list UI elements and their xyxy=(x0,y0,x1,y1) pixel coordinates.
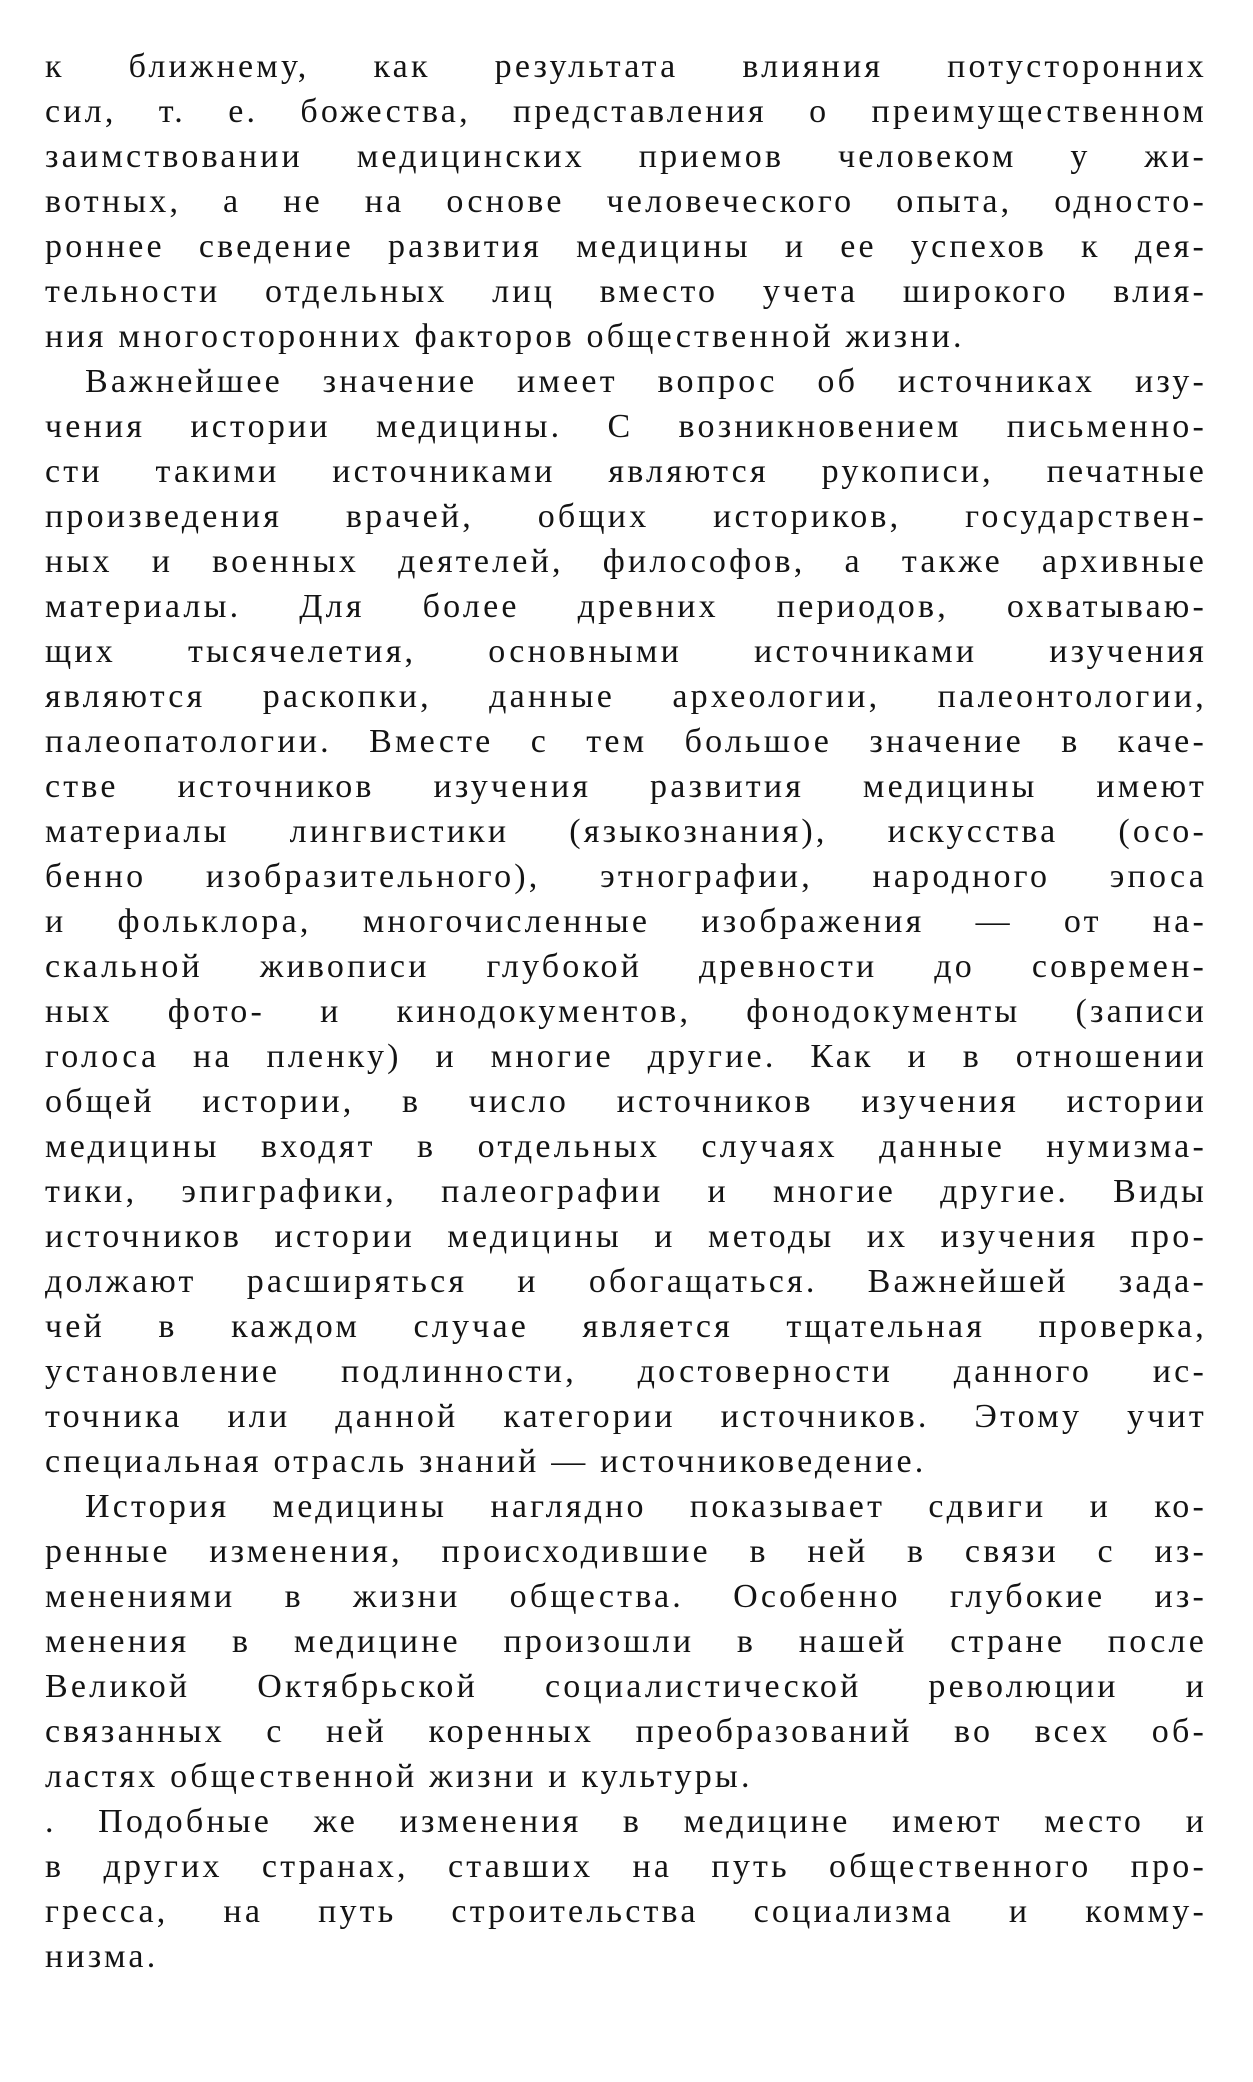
text-line: роннее сведение развития медицины и ее успехов к дея- xyxy=(45,228,1207,265)
text-line: материалы лингвистики (языкознания), искусства (осо- xyxy=(45,813,1207,850)
text-line: щих тысячелетия, основными источниками изучения xyxy=(45,633,1207,670)
text-line: сил, т. е. божества, представления о преимущественном xyxy=(45,93,1207,130)
text-line: гресса, на путь строительства социализма и комму- xyxy=(45,1893,1207,1930)
text-line: медицины входят в отдельных случаях данные нумизма- xyxy=(45,1128,1207,1165)
text-line: сти такими источниками являются рукописи, печатные xyxy=(45,453,1207,490)
text-line: стве источников изучения развития медицины имеют xyxy=(45,768,1207,805)
text-line: Важнейшее значение имеет вопрос об источниках изу- xyxy=(85,363,1207,400)
text-line: произведения врачей, общих историков, государствен- xyxy=(45,498,1207,535)
text-line: общей истории, в число источников изучения истории xyxy=(45,1083,1207,1120)
text-line: Великой Октябрьской социалистической революции и xyxy=(45,1668,1207,1705)
text-line: являются раскопки, данные археологии, палеонтологии, xyxy=(45,678,1207,715)
text-line: вотных, а не на основе человеческого опыта, односто- xyxy=(45,183,1207,220)
text-line: История медицины наглядно показывает сдвиги и ко- xyxy=(85,1488,1207,1525)
text-line: менения в медицине произошли в нашей стране после xyxy=(45,1623,1207,1660)
text-line: ных и военных деятелей, философов, а также архивные xyxy=(45,543,1207,580)
paragraph xyxy=(45,359,1207,1484)
text-line: точника или данной категории источников. Этому учит xyxy=(45,1398,1207,1435)
paragraph xyxy=(45,44,1207,359)
text-line: низма. xyxy=(45,1938,159,1975)
text-line: ния многосторонних факторов общественной жизни. xyxy=(45,318,965,355)
text-line: заимствовании медицинских приемов человеком у жи- xyxy=(45,138,1207,175)
text-line: скальной живописи глубокой древности до современ- xyxy=(45,948,1207,985)
text-line: специальная отрасль знаний — источниковедение. xyxy=(45,1443,927,1480)
text-line: и фольклора, многочисленные изображения — от на- xyxy=(45,903,1207,940)
text-line: установление подлинности, достоверности данного ис- xyxy=(45,1353,1207,1390)
text-body xyxy=(45,44,1207,1979)
text-line: тики, эпиграфики, палеографии и многие другие. Виды xyxy=(45,1173,1207,1210)
text-line: ренные изменения, происходившие в ней в связи с из- xyxy=(45,1533,1207,1570)
text-line: материалы. Для более древних периодов, охватываю- xyxy=(45,588,1207,625)
text-line: ластях общественной жизни и культуры. xyxy=(45,1758,753,1795)
text-line: источников истории медицины и методы их изучения про- xyxy=(45,1218,1207,1255)
text-line: бенно изобразительного), этнографии, народного эпоса xyxy=(45,858,1207,895)
text-line: чения истории медицины. С возникновением письменно- xyxy=(45,408,1207,445)
text-line: палеопатологии. Вместе с тем большое значение в каче- xyxy=(45,723,1207,760)
text-line: связанных с ней коренных преобразований во всех об- xyxy=(45,1713,1207,1750)
text-line: к ближнему, как результата влияния потусторонних xyxy=(45,48,1207,85)
paragraph xyxy=(45,1484,1207,1799)
text-line: тельности отдельных лиц вместо учета широкого влия- xyxy=(45,273,1207,310)
paragraph xyxy=(45,1799,1207,1979)
text-line: голоса на пленку) и многие другие. Как и в отношении xyxy=(45,1038,1207,1075)
text-line: в других странах, ставших на путь общественного про- xyxy=(45,1848,1207,1885)
text-line: менениями в жизни общества. Особенно глубокие из- xyxy=(45,1578,1207,1615)
text-line: . Подобные же изменения в медицине имеют место и xyxy=(45,1803,1207,1840)
text-line: чей в каждом случае является тщательная проверка, xyxy=(45,1308,1207,1345)
text-line: должают расширяться и обогащаться. Важнейшей зада- xyxy=(45,1263,1207,1300)
text-line: ных фото- и кинодокументов, фонодокументы (записи xyxy=(45,993,1207,1030)
